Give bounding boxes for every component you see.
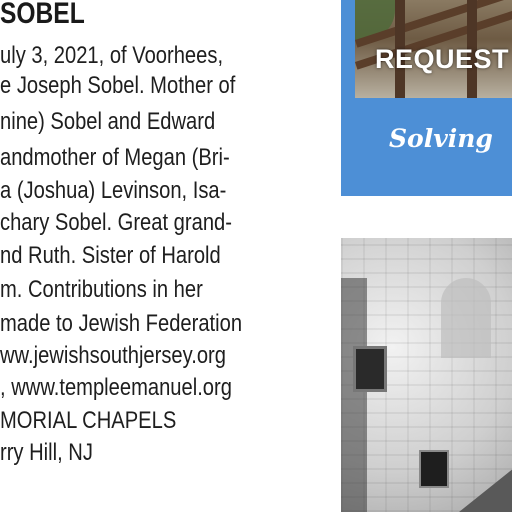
obituary-line: m. Contributions in her	[0, 276, 203, 303]
obituary-line: andmother of Megan (Bri-	[0, 144, 230, 171]
obituary-line: a (Joshua) Levinson, Isa-	[0, 177, 227, 204]
obituary-line: ww.jewishsouthjersey.org	[0, 342, 226, 369]
obituary-line: e Joseph Sobel. Mother of	[0, 72, 236, 99]
advertisement-banner[interactable]	[341, 0, 512, 196]
obituary-line: nd Ruth. Sister of Harold	[0, 242, 221, 269]
roof	[459, 464, 512, 512]
ad-headline: REQUEST	[375, 44, 510, 74]
building-photo	[341, 238, 512, 512]
ad-tagline: Solving	[389, 124, 493, 153]
shadow-edge	[341, 278, 367, 512]
tower-arch	[441, 278, 491, 358]
obituary-name: SOBEL	[0, 0, 85, 30]
window	[419, 450, 449, 488]
obituary-line: chary Sobel. Great grand-	[0, 209, 232, 236]
obituary-line: nine) Sobel and Edward	[0, 108, 216, 135]
obituary-line: , www.templeemanuel.org	[0, 374, 232, 401]
obituary-line: MORIAL CHAPELS	[0, 407, 177, 434]
obituary-line: uly 3, 2021, of Voorhees,	[0, 42, 224, 69]
obituary-line: rry Hill, NJ	[0, 439, 93, 466]
obituary-line: made to Jewish Federation	[0, 310, 243, 337]
window	[353, 346, 387, 392]
